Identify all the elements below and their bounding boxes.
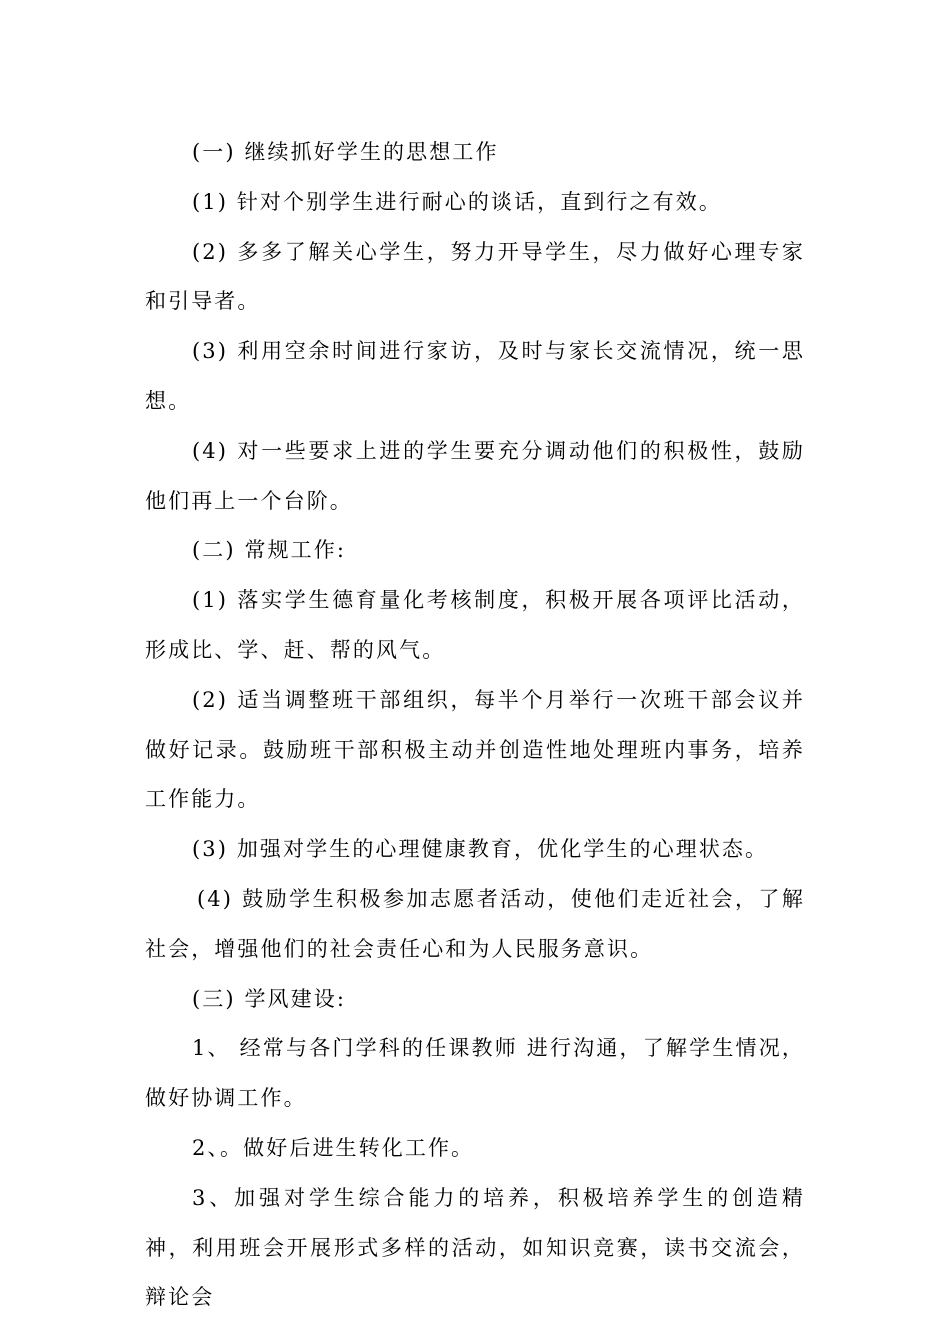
- section-heading-routine-work: (二) 常规工作:: [192, 538, 347, 563]
- document-body: [145, 128, 805, 1323]
- paragraph-item: (1) 落实学生德育量化考核制度，积极开展各项评比活动，形成比、学、赶、帮的风气。: [145, 588, 805, 662]
- paragraph-item: (3) 利用空余时间进行家访，及时与家长交流情况，统一思想。: [145, 339, 805, 413]
- paragraph-item: (4) 鼓励学生积极参加志愿者活动，使他们走近社会，了解社会，增强他们的社会责任心和为人民服务意识。: [145, 886, 805, 961]
- section-heading-ideological-work: (一) 继续抓好学生的思想工作: [192, 140, 499, 164]
- paragraph-item: (2) 适当调整班干部组织，每半个月举行一次班干部会议并做好记录。鼓励班干部积极主动并创造性地处理班内事务，培养工作能力。: [145, 687, 805, 812]
- paragraph-item: (3) 加强对学生的心理健康教育，优化学生的心理状态。: [192, 837, 769, 862]
- section-heading-study-style: (三) 学风建设:: [192, 986, 347, 1011]
- paragraph-item: (2) 多多了解关心学生，努力开导学生，尽力做好心理专家和引导者。: [145, 239, 805, 314]
- paragraph-item: 1、 经常与各门学科的任课教师 进行沟通，了解学生情况，做好协调工作。: [145, 1036, 805, 1111]
- paragraph-item: 2、。做好后进生转化工作。: [192, 1135, 475, 1160]
- paragraph-item: (4) 对一些要求上进的学生要充分调动他们的积极性，鼓励他们再上一个台阶。: [145, 438, 805, 513]
- paragraph-item: 3、加强对学生综合能力的培养，积极培养学生的创造精神，利用班会开展形式多样的活动，如知识竞赛，读书交流会，辩论会: [145, 1185, 805, 1310]
- paragraph-item: (1) 针对个别学生进行耐心的谈话，直到行之有效。: [192, 189, 722, 214]
